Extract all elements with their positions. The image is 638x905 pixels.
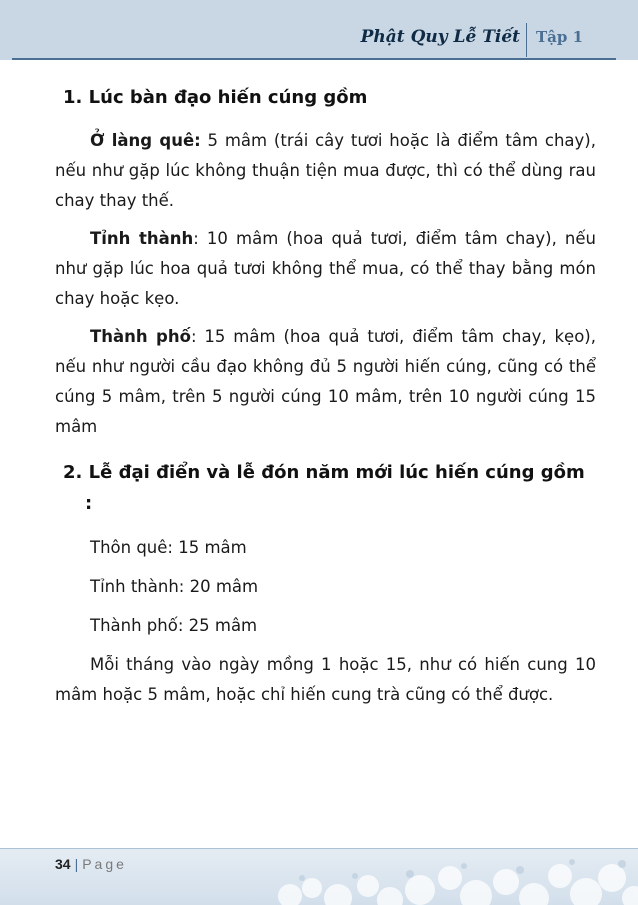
section-2-number: 2. (63, 462, 83, 483)
flower-decoration-icon (250, 848, 638, 905)
volume-label: Tập 1 (536, 28, 584, 46)
section-2-title: Lễ đại điển và lễ đón năm mới lúc hiến cúng gồm : (85, 462, 585, 514)
paragraph-village (55, 126, 596, 216)
page-number (55, 856, 127, 872)
paragraph-label: Tỉnh thành (90, 229, 194, 248)
paragraph-text: : 10 mâm (hoa quả tươi, điểm tâm chay), nếu như gặp lúc hoa quả tươi không thể mua, có thể thay bằng món chay hoặc kẹo. (55, 229, 596, 308)
paragraph-province (55, 224, 596, 314)
list-item: Thành phố: 25 mâm (90, 616, 258, 635)
page-content (55, 82, 596, 718)
paragraph-text: : 15 mâm (hoa quả tươi, điểm tâm chay, kẹo), nếu như người cầu đạo không đủ 5 người hiến cúng, cũng có thể cúng 5 mâm, trên 5 người cúng 10 mâm, trên 10 người cúng 15 mâm (55, 327, 596, 436)
paragraph-label: Ở làng quê: (90, 131, 201, 150)
section-2-heading (55, 457, 596, 519)
paragraph-label: Thành phố (90, 327, 191, 346)
header-divider (12, 58, 616, 60)
book-title: Phật Quy Lễ Tiết (360, 27, 520, 47)
paragraph-city (55, 322, 596, 442)
paragraph-text: 5 mâm (trái cây tươi hoặc là điểm tâm chay), nếu như gặp lúc không thuận tiện mua được, thì có thể dùng rau chay thay thế. (55, 131, 596, 210)
paragraph-monthly: Mỗi tháng vào ngày mồng 1 hoặc 15, như có hiến cung 10 mâm hoặc 5 mâm, hoặc chỉ hiến cung trà cũng có thể được. (55, 655, 596, 704)
section-1-number: 1. (63, 87, 83, 108)
page-word: Page (82, 856, 127, 872)
section-1-heading (55, 82, 596, 113)
list-item: Tỉnh thành: 20 mâm (90, 577, 259, 596)
page-number-value: 34 (55, 856, 71, 872)
page-separator: | (74, 856, 79, 872)
section-1-title: Lúc bàn đạo hiến cúng gồm (88, 87, 368, 108)
list-item: Thôn quê: 15 mâm (90, 538, 247, 557)
header-separator (526, 23, 527, 57)
